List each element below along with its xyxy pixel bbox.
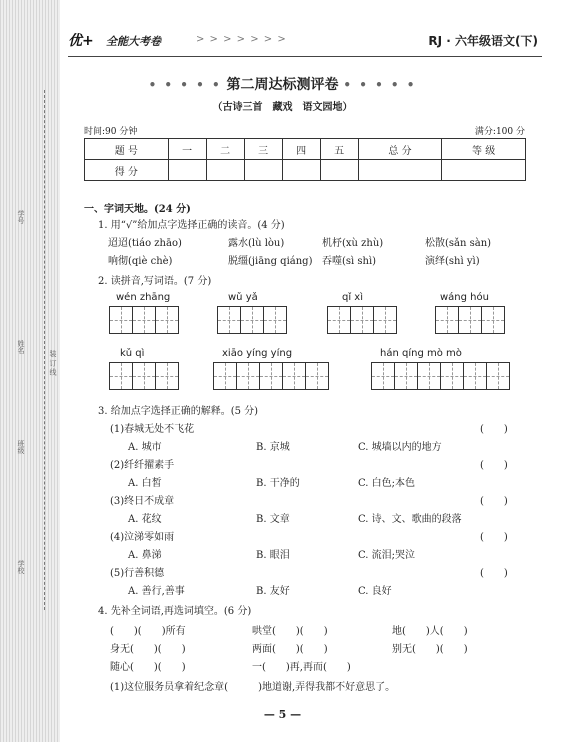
score-cell: 等 级: [442, 139, 526, 160]
pinyin-label: wén zhāng: [116, 292, 171, 303]
brand-logo: 优+: [68, 33, 94, 49]
pinyin-label: qǐ xì: [342, 292, 364, 303]
grid-cell[interactable]: [155, 306, 179, 334]
header-divider: [68, 56, 542, 57]
margin-label-xingming: 姓名: [17, 340, 25, 354]
grid-cell[interactable]: [132, 306, 156, 334]
q3-option-a[interactable]: A. 善行,善事: [128, 586, 185, 597]
q4-blank[interactable]: 别无( )( ): [392, 644, 468, 655]
grid-cell[interactable]: [394, 362, 418, 390]
q4-blank[interactable]: 两面( )( ): [252, 644, 328, 655]
q4-sentence[interactable]: (1)这位服务员拿着纪念章( )地道谢,弄得我都不好意思了。: [110, 682, 396, 693]
grid-cell[interactable]: [458, 306, 482, 334]
score-input-cell[interactable]: [320, 160, 358, 181]
margin-label-banji: 班级: [17, 440, 25, 454]
pinyin-label: xiāo yíng yíng: [222, 348, 293, 359]
grid-cell[interactable]: [305, 362, 329, 390]
score-input-cell[interactable]: [282, 160, 320, 181]
title-dots-right: • • • • •: [343, 78, 417, 92]
q3-question: (2)纤纤擢素手: [110, 460, 175, 471]
grid-cell[interactable]: [486, 362, 510, 390]
grade-label: RJ · 六年级语文(下): [428, 34, 538, 48]
title-text: 第二周达标测评卷: [226, 77, 339, 93]
grid-cell[interactable]: [132, 362, 156, 390]
grid-cell[interactable]: [481, 306, 505, 334]
grid-cell[interactable]: [440, 362, 464, 390]
grid-cell[interactable]: [282, 362, 306, 390]
q1-option[interactable]: 脱缰(jiāng qiáng): [228, 256, 313, 267]
q1-option[interactable]: 响彻(qiè chè): [108, 256, 173, 267]
writing-grid[interactable]: [218, 306, 287, 334]
grid-cell[interactable]: [259, 362, 283, 390]
answer-paren[interactable]: ( ): [480, 424, 508, 435]
score-cell: 题 号: [85, 139, 169, 160]
q3-option-a[interactable]: A. 花纹: [128, 514, 162, 525]
grid-cell[interactable]: [240, 306, 264, 334]
pinyin-label: kǔ qì: [120, 348, 145, 359]
q1-option[interactable]: 演绎(shì yì): [425, 256, 480, 267]
answer-paren[interactable]: ( ): [480, 532, 508, 543]
q1-option[interactable]: 松散(sǎn sàn): [425, 238, 492, 249]
q3-option-c[interactable]: C. 良好: [358, 586, 392, 597]
score-cell: 得 分: [85, 160, 169, 181]
q1-option[interactable]: 露水(lù lòu): [228, 238, 285, 249]
q3-option-c[interactable]: C. 流泪;哭泣: [358, 550, 416, 561]
q1-option[interactable]: 吞噬(sì shì): [322, 256, 377, 267]
grid-cell[interactable]: [417, 362, 441, 390]
brand-subtitle: 全能大考卷: [106, 35, 161, 48]
q3-option-b[interactable]: B. 京城: [256, 442, 290, 453]
score-cell: 一: [168, 139, 206, 160]
grid-cell[interactable]: [155, 362, 179, 390]
q2-title: 2. 读拼音,写词语。(7 分): [98, 276, 212, 287]
time-limit: 时间:90 分钟: [84, 127, 138, 137]
page-header: [68, 30, 538, 54]
grid-cell[interactable]: [263, 306, 287, 334]
grid-cell[interactable]: [463, 362, 487, 390]
score-cell: 总 分: [358, 139, 442, 160]
q4-blank[interactable]: ( )( )所有: [110, 626, 186, 637]
grid-cell[interactable]: [371, 362, 395, 390]
score-input-cell[interactable]: [206, 160, 244, 181]
grid-cell[interactable]: [435, 306, 459, 334]
score-cell: 五: [320, 139, 358, 160]
full-score: 满分:100 分: [474, 127, 525, 137]
pinyin-label: wǔ yǎ: [228, 292, 258, 303]
binding-line: [44, 90, 45, 610]
grid-cell[interactable]: [109, 362, 133, 390]
q1-option[interactable]: 机杼(xù zhù): [322, 238, 384, 249]
score-cell: 三: [244, 139, 282, 160]
grid-cell[interactable]: [236, 362, 260, 390]
pinyin-label: hán qíng mò mò: [380, 348, 462, 359]
grid-cell[interactable]: [327, 306, 351, 334]
q3-option-c[interactable]: C. 城墙以内的地方: [358, 442, 442, 453]
q3-option-b[interactable]: B. 干净的: [256, 478, 300, 489]
q1-title: 1. 用“√”给加点字选择正确的读音。(4 分): [98, 220, 285, 231]
q3-option-c[interactable]: C. 诗、文、歌曲的段落: [358, 514, 462, 525]
score-input-cell[interactable]: [442, 160, 526, 181]
pinyin-label: wáng hóu: [440, 292, 489, 303]
score-cell: 四: [282, 139, 320, 160]
writing-grid[interactable]: [436, 306, 505, 334]
page-number: — 5 —: [263, 708, 302, 721]
q3-option-a[interactable]: A. 白皙: [128, 478, 162, 489]
grid-cell[interactable]: [109, 306, 133, 334]
title-dots-left: • • • • •: [148, 78, 222, 92]
writing-grid[interactable]: [214, 362, 329, 390]
q3-option-b[interactable]: B. 眼泪: [256, 550, 290, 561]
grid-cell[interactable]: [217, 306, 241, 334]
q3-question: (5)行善积德: [110, 568, 165, 579]
writing-grid[interactable]: [110, 306, 179, 334]
answer-paren[interactable]: ( ): [480, 496, 508, 507]
q4-title: 4. 先补全词语,再选词填空。(6 分): [98, 606, 252, 617]
score-table-score-row: [85, 160, 526, 181]
q3-option-a[interactable]: A. 城市: [128, 442, 162, 453]
writing-grid[interactable]: [328, 306, 397, 334]
q3-option-a[interactable]: A. 鼻涕: [128, 550, 162, 561]
exam-subtitle: （古诗三首 藏戏 语文园地）: [212, 102, 353, 113]
q4-blank[interactable]: 一( )再,再而( ): [252, 662, 351, 673]
q3-option-b[interactable]: B. 文章: [256, 514, 290, 525]
exam-title: [0, 74, 565, 94]
q4-blank[interactable]: 地( )人( ): [392, 626, 468, 637]
grid-cell[interactable]: [373, 306, 397, 334]
q3-title: 3. 给加点字选择正确的解释。(5 分): [98, 406, 259, 417]
margin-label-xuehao: 学号: [17, 210, 25, 224]
q4-blank[interactable]: 随心( )( ): [110, 662, 186, 673]
q3-option-b[interactable]: B. 友好: [256, 586, 290, 597]
q3-question: (4)泣涕零如雨: [110, 532, 175, 543]
section-1-title: 一、字词天地。(24 分): [84, 204, 191, 215]
q4-blank[interactable]: 哄堂( )( ): [252, 626, 328, 637]
q3-option-c[interactable]: C. 白色;本色: [358, 478, 416, 489]
margin-label-xuexiao: 学校: [17, 560, 25, 574]
header-arrows: > > > > > > >: [196, 34, 287, 45]
score-cell: 二: [206, 139, 244, 160]
answer-paren[interactable]: ( ): [480, 568, 508, 579]
answer-paren[interactable]: ( ): [480, 460, 508, 471]
q1-option[interactable]: 迢迢(tiáo zhāo): [108, 238, 182, 249]
score-input-cell[interactable]: [168, 160, 206, 181]
score-table: [84, 138, 526, 181]
grid-cell[interactable]: [213, 362, 237, 390]
writing-grid[interactable]: [372, 362, 510, 390]
grid-cell[interactable]: [350, 306, 374, 334]
margin-label-zhuangding: 装 订 线: [49, 350, 57, 376]
writing-grid[interactable]: [110, 362, 179, 390]
q3-question: (3)终日不成章: [110, 496, 175, 507]
score-input-cell[interactable]: [244, 160, 282, 181]
q3-question: (1)春城无处不飞花: [110, 424, 195, 435]
q4-blank[interactable]: 身无( )( ): [110, 644, 186, 655]
score-table-header-row: [85, 139, 526, 160]
score-input-cell[interactable]: [358, 160, 442, 181]
